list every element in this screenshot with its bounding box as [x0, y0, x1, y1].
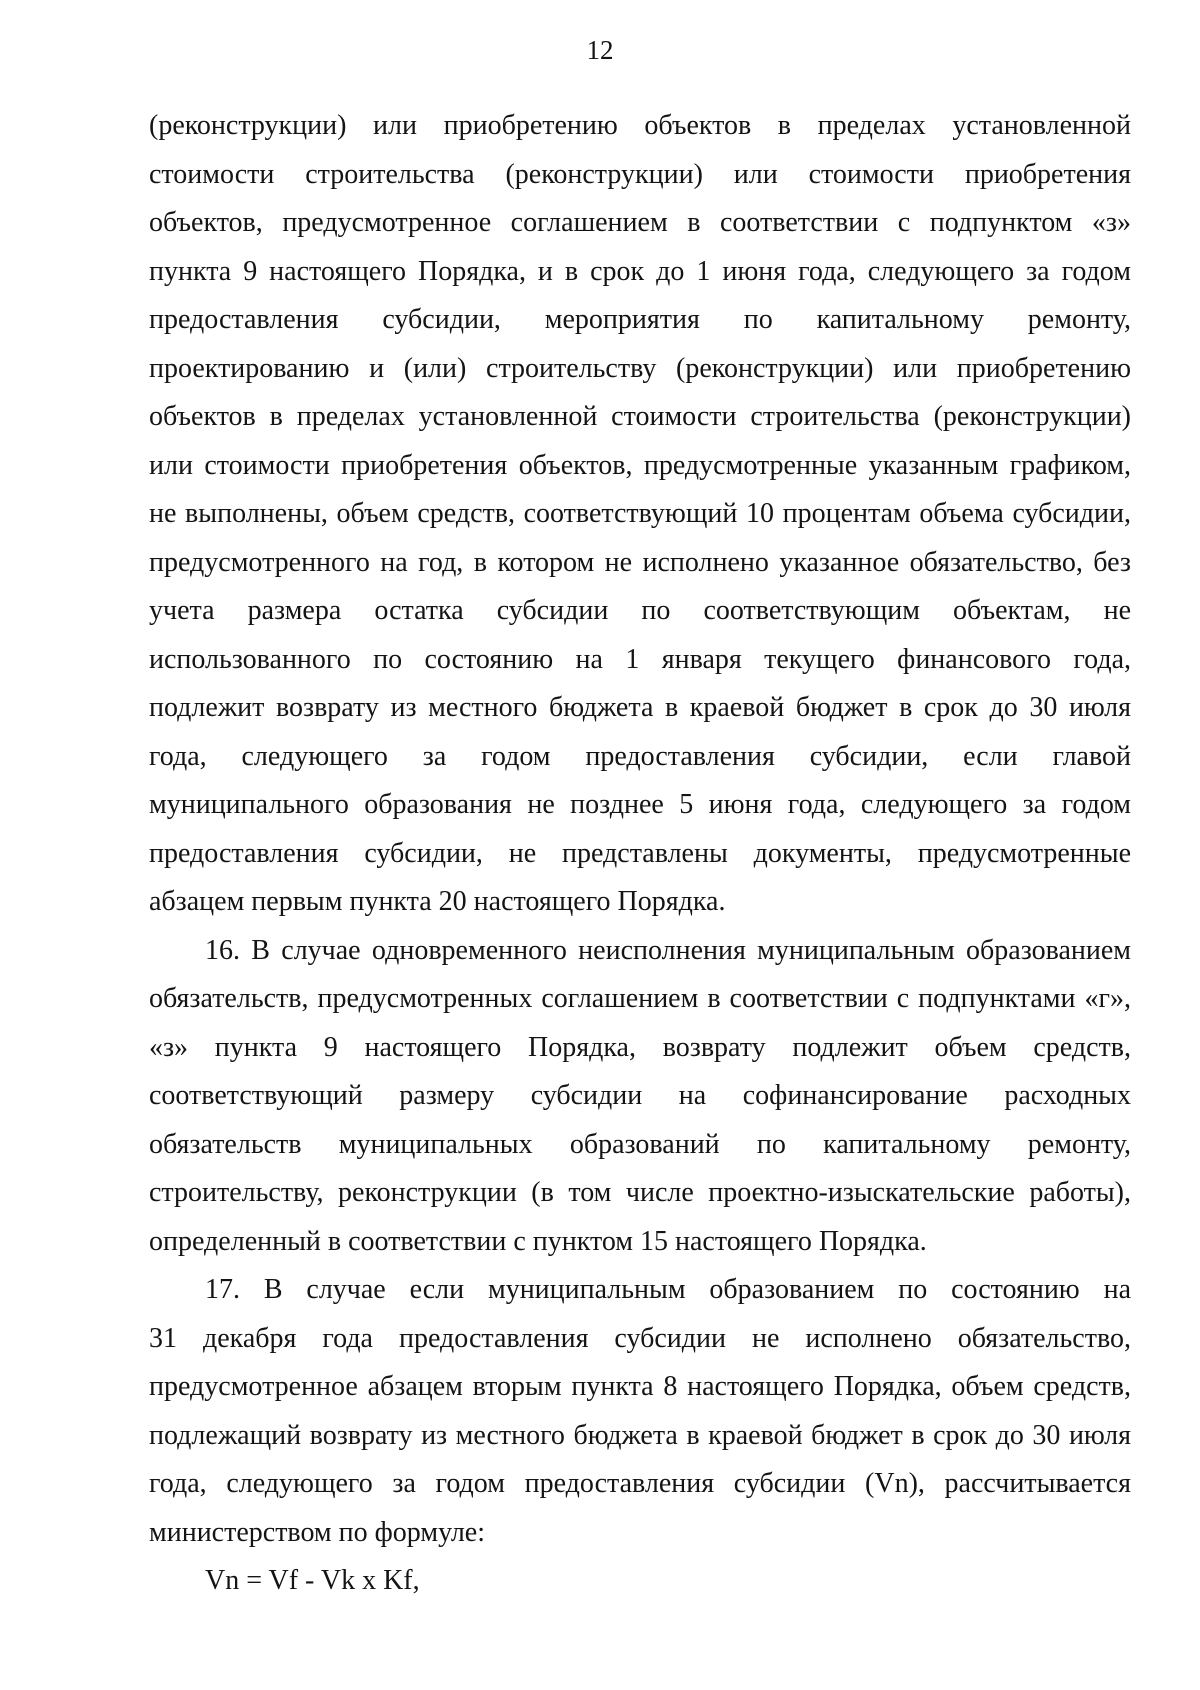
formula: Vn = Vf - Vk x Kf, — [205, 1565, 420, 1596]
paragraph-continuation — [149, 102, 1131, 927]
text-line: объектов, предусмотренное соглашением в соответствии с подпунктом «з» — [149, 207, 1131, 238]
text-line: учета размера остатка субсидии по соответствующим объектам, не — [149, 595, 1131, 626]
text-line: определенный в соответствии с пунктом 15 настоящего Порядка. — [149, 1225, 927, 1257]
text-line: объектов в пределах установленной стоимости строительства (реконструкции) — [149, 401, 1131, 432]
text-line: предусмотренного на год, в котором не исполнено указанное обязательство, без — [149, 546, 1131, 578]
text-line: муниципального образования не позднее 5 июня года, следующего за годом — [149, 789, 1131, 820]
text-line: абзацем первым пункта 20 настоящего Порядка. — [149, 886, 726, 917]
text-line: строительству, реконструкции (в том числе проектно-изыскательские работы), — [149, 1177, 1131, 1208]
text-line: года, следующего за годом предоставления субсидии, если главой — [149, 740, 1131, 772]
text-line: стоимости строительства (реконструкции) или стоимости приобретения — [149, 158, 1131, 190]
text-line: предоставления субсидии, мероприятия по капитальному ремонту, — [149, 304, 1131, 335]
text-line: 31 декабря года предоставления субсидии не исполнено обязательство, — [149, 1322, 1131, 1354]
text-line: подлежащий возврату из местного бюджета в краевой бюджет в срок до 30 июля — [149, 1419, 1131, 1451]
document-body — [149, 102, 1131, 1606]
text-line: 16. В случае одновременного неисполнения муниципальным образованием — [205, 934, 1131, 966]
text-line: проектированию и (или) строительству (реконструкции) или приобретению — [149, 352, 1131, 384]
text-line: использованного по состоянию на 1 января текущего финансового года, — [149, 643, 1131, 675]
text-line: (реконструкции) или приобретению объектов в пределах установленной — [149, 110, 1131, 141]
text-line: министерством по формуле: — [149, 1516, 486, 1548]
paragraph-16 — [149, 927, 1131, 1267]
paragraph-17 — [149, 1266, 1131, 1557]
text-line: года, следующего за годом предоставления субсидии (Vn), рассчитывается — [149, 1468, 1131, 1499]
text-line: «з» пункта 9 настоящего Порядка, возврату подлежит объем средств, — [149, 1031, 1131, 1063]
page-number: 12 — [586, 35, 614, 65]
text-line: не выполнены, объем средств, соответствующий 10 процентам объема субсидии, — [149, 498, 1131, 529]
text-line: предоставления субсидии, не представлены документы, предусмотренные — [149, 837, 1131, 869]
text-line: обязательств, предусмотренных соглашением в соответствии с подпунктами «г», — [149, 983, 1131, 1014]
text-line: 17. В случае если муниципальным образованием по состоянию на — [205, 1274, 1131, 1305]
text-line: подлежит возврату из местного бюджета в краевой бюджет в срок до 30 июля — [149, 692, 1131, 723]
text-line: соответствующий размеру субсидии на софинансирование расходных — [149, 1080, 1131, 1111]
text-line: обязательств муниципальных образований по капитальному ремонту, — [149, 1128, 1131, 1160]
text-line: предусмотренное абзацем вторым пункта 8 настоящего Порядка, объем средств, — [149, 1371, 1131, 1402]
text-line: или стоимости приобретения объектов, предусмотренные указанным графиком, — [149, 449, 1131, 481]
text-line: пункта 9 настоящего Порядка, и в срок до 1 июня года, следующего за годом — [149, 255, 1131, 287]
